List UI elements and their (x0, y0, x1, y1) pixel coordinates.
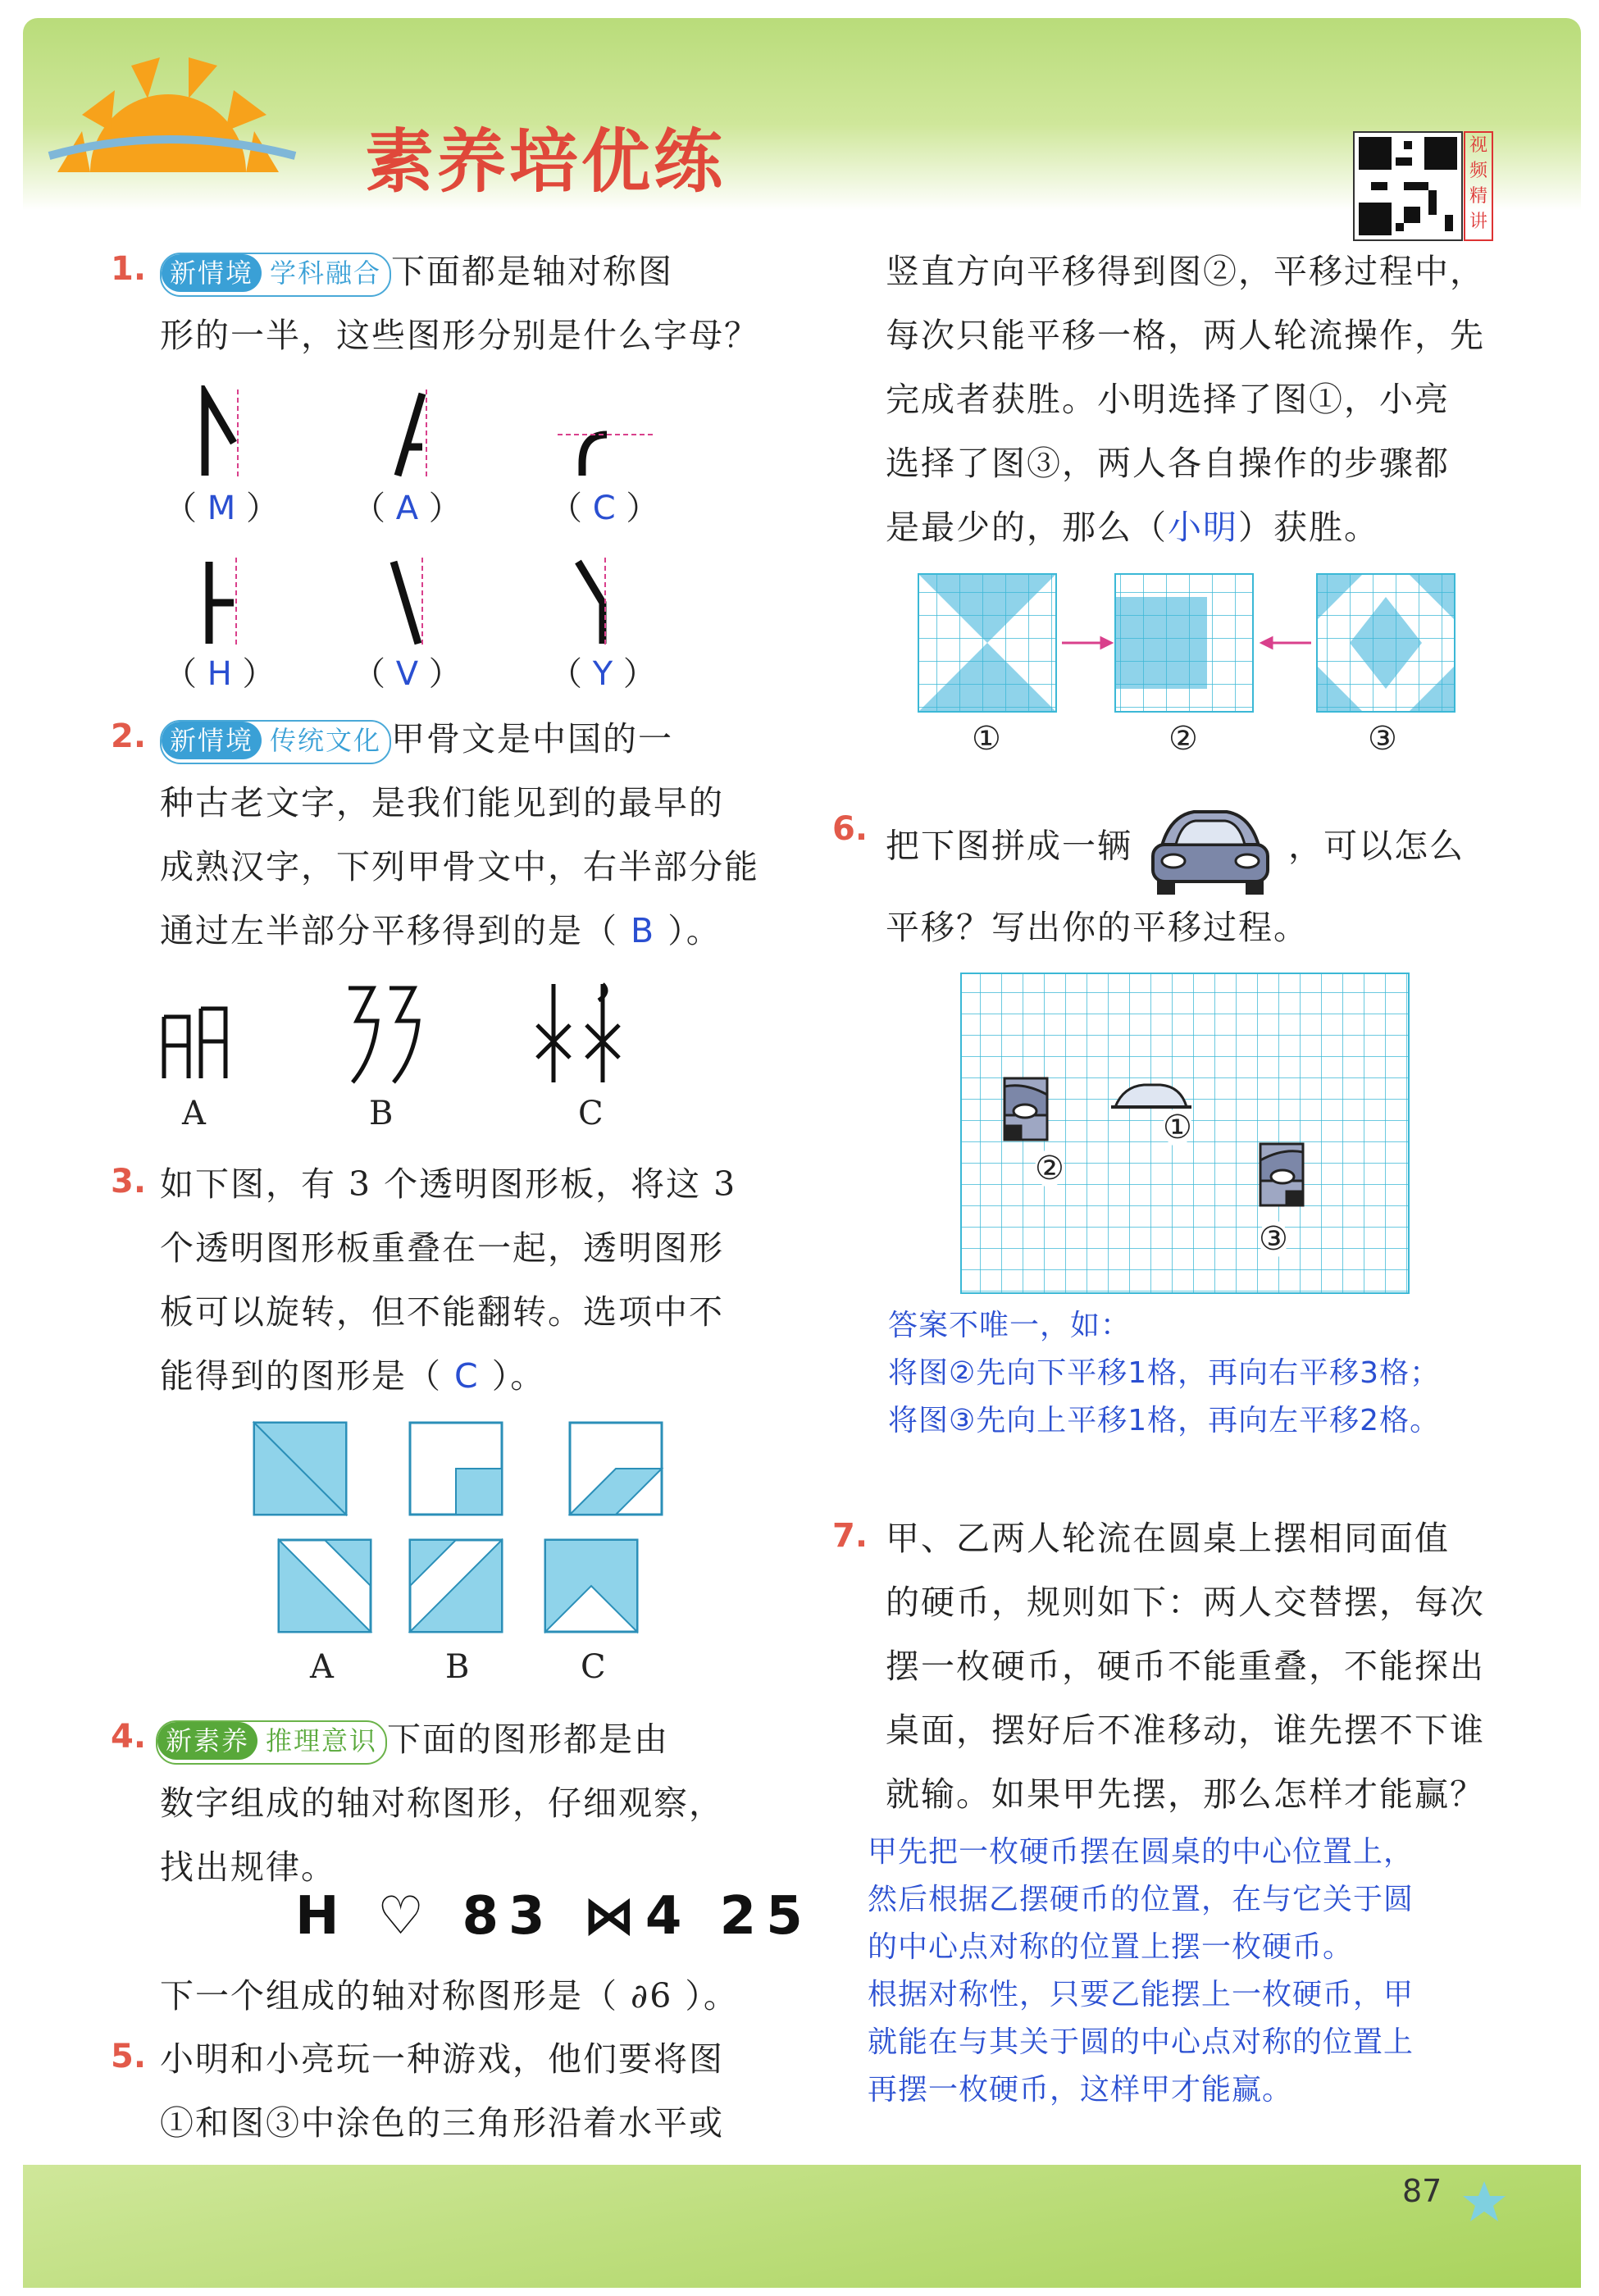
q7-answer-line1: 甲先把一枚硬币摆在圆桌的中心位置上， (868, 1835, 1414, 1869)
q3-number: 3. (111, 1163, 147, 1200)
q2-tag: 新情境 传统文化 (160, 720, 391, 764)
q1-answer-2: （ A ） (353, 490, 462, 527)
q7-answer-line6: 再摆一枚硬币，这样甲才能赢。 (868, 2073, 1293, 2107)
q6-label-3: ③ (1259, 1220, 1288, 1258)
q3-option-a: A (310, 1648, 334, 1686)
q2-line1: 新情境 传统文化 甲骨文是中国的一 (160, 707, 673, 771)
q1-answer-6: （ Y ） (549, 655, 656, 693)
q4-line1: 新素养 推理意识 下面的图形都是由 (156, 1707, 669, 1771)
q5-label-3: ③ (1368, 720, 1397, 758)
q7-line1: 甲、乙两人轮流在圆桌上摆相同面值 (886, 1519, 1450, 1558)
q7-line2: 的硬币，规则如下：两人交替摆，每次 (886, 1583, 1485, 1622)
q6-number: 6. (832, 810, 868, 848)
q6-label-2: ② (1035, 1150, 1064, 1187)
q7-line3: 摆一枚硬币，硬币不能重叠，不能探出 (886, 1647, 1485, 1686)
q1-tag: 新情境 学科融合 (160, 253, 391, 297)
q4-answer: ∂6 (631, 1976, 673, 2016)
q2-option-a: A (182, 1095, 206, 1132)
star-icon (1460, 2177, 1509, 2226)
q5-figures (914, 570, 1472, 718)
q6-answer-line3: 将图③先向上平移1格，再向左平移2格。 (888, 1404, 1441, 1437)
q4-line4: 下一个组成的轴对称图形是（ ∂6 ）。 (160, 1976, 739, 2016)
section-title: 素养培优练 (365, 121, 727, 202)
q3-panels (246, 1419, 672, 1636)
q5-number: 5. (111, 2038, 147, 2075)
q6-answer-line1: 答案不唯一，如： (888, 1309, 1132, 1342)
q5-line7: 是最少的，那么（小明）获胜。 (886, 508, 1379, 547)
video-lecture-tag[interactable]: 视频精讲 (1464, 131, 1493, 241)
q5-line1: 小明和小亮玩一种游戏，他们要将图 (160, 2039, 724, 2079)
q3-answer: C (454, 1356, 480, 1396)
q4-line3: 找出规律。 (160, 1847, 336, 1887)
q3-line2: 个透明图形板重叠在一起，透明图形 (160, 1228, 724, 1268)
q2-number: 2. (111, 718, 147, 755)
q6-answer-line2: 将图②先向下平移1格，再向右平移3格； (888, 1356, 1441, 1390)
q1-answer-4: （ H ） (164, 655, 276, 693)
q2-option-b: B (369, 1095, 394, 1132)
q5-label-1: ① (972, 720, 1001, 758)
q3-option-c: C (581, 1648, 606, 1686)
q7-number: 7. (832, 1517, 868, 1555)
q6-line2: 平移？写出你的平移过程。 (886, 908, 1309, 947)
q3-line3: 板可以旋转，但不能翻转。选项中不 (160, 1292, 724, 1332)
footer-band (23, 2165, 1581, 2288)
sun-illustration (33, 33, 303, 172)
q1-half-letters-row2 (189, 554, 681, 652)
q1-line2: 形的一半，这些图形分别是什么字母？ (160, 316, 759, 355)
q3-line4: 能得到的图形是（ C ）。 (160, 1356, 546, 1396)
qr-code-icon[interactable] (1353, 131, 1463, 241)
q4-tag: 新素养 推理意识 (156, 1720, 387, 1765)
q2-answer: B (631, 911, 656, 950)
q5-line5: 完成者获胜。小明选择了图①，小亮 (886, 380, 1450, 419)
q1-answer-1: （ M ） (164, 490, 279, 527)
q4-sequence: H ♡ 83 ⋈4 25 (295, 1886, 813, 1947)
q7-line5: 就输。如果甲先摆，那么怎样才能赢？ (886, 1774, 1485, 1814)
page-number: 87 (1402, 2173, 1442, 2209)
q5-line4: 每次只能平移一格，两人轮流操作，先 (886, 316, 1485, 355)
q6-label-1: ① (1163, 1109, 1192, 1146)
q1-answer-5: （ V ） (353, 655, 462, 693)
q7-answer-line3: 的中心点对称的位置上摆一枚硬币。 (868, 1930, 1354, 1964)
q2-line2: 种古老文字，是我们能见到的最早的 (160, 783, 724, 822)
q5-line3: 竖直方向平移得到图②，平移过程中， (886, 252, 1485, 291)
q3-option-b: B (445, 1648, 470, 1686)
q5-line2: ①和图③中涂色的三角形沿着水平或 (160, 2103, 724, 2143)
q7-answer-line2: 然后根据乙摆硬币的位置，在与它关于圆 (868, 1883, 1414, 1916)
car-icon (1145, 800, 1276, 898)
q4-line2: 数字组成的轴对称图形，仔细观察， (160, 1784, 724, 1823)
q2-option-c: C (578, 1095, 604, 1132)
q2-line3: 成熟汉字，下列甲骨文中，右半部分能 (160, 847, 759, 886)
q1-line1: 新情境 学科融合 下面都是轴对称图 (160, 239, 673, 303)
q5-answer: 小明 (1168, 508, 1238, 547)
q7-answer-line5: 就能在与其关于圆的中心点对称的位置上 (868, 2025, 1414, 2059)
q7-line4: 桌面，摆好后不准移动，谁先摆不下谁 (886, 1711, 1485, 1750)
q1-answer-3: （ C ） (549, 490, 659, 527)
q2-line4: 通过左半部分平移得到的是（ B ）。 (160, 911, 722, 950)
q5-label-2: ② (1168, 720, 1198, 758)
q3-line1: 如下图，有 3 个透明图形板，将这 3 (160, 1164, 737, 1204)
q1-number: 1. (111, 250, 147, 288)
q4-number: 4. (111, 1718, 147, 1756)
q2-oracle-glyphs (152, 976, 660, 1091)
q7-answer-line4: 根据对称性，只要乙能摆上一枚硬币，甲 (868, 1978, 1414, 2011)
q5-line6: 选择了图③，两人各自操作的步骤都 (886, 444, 1450, 483)
q6-line1: 把下图拼成一辆 ，可以怎么 (886, 800, 1465, 898)
